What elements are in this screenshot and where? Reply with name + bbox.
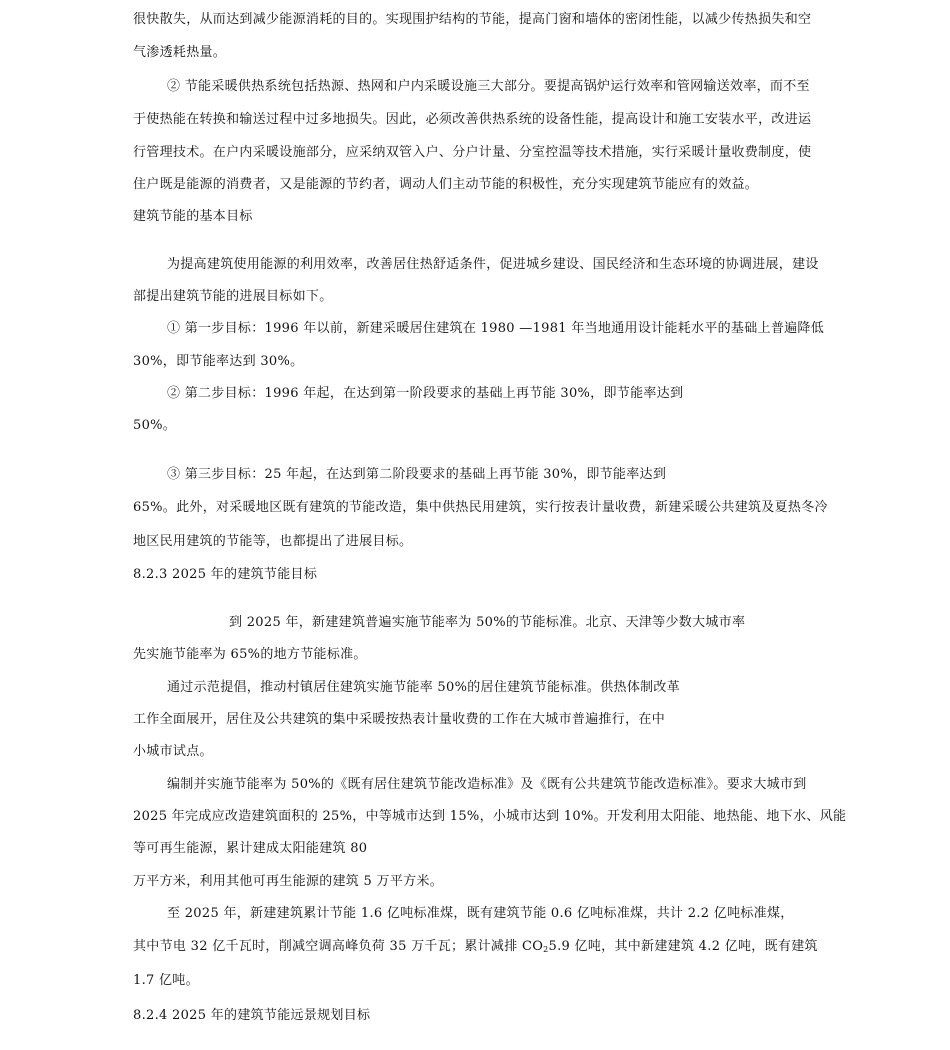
- line-part: 其中节电 32 亿千瓦时，削减空调高峰负荷 35 万千瓦；累计减排 CO: [133, 939, 544, 954]
- paragraph-line: 住户既是能源的消费者，又是能源的节约者，调动人们主动节能的积极性，充分实现建筑节能应有的效益。: [133, 177, 759, 192]
- paragraph-line: 气渗透耗热量。: [133, 45, 227, 60]
- line-part: 5.9 亿吨，其中新建建筑 4.2 亿吨，既有建筑: [548, 939, 818, 954]
- paragraph-line: ② 节能采暖供热系统包括热源、热网和户内采暖设施三大部分。要提高锅炉运行效率和管网输送效率，而不至: [167, 79, 810, 94]
- paragraph-line: 于使热能在转换和输送过程中过多地损失。因此，必须改善供热系统的设备性能，提高设计和施工安装水平，改进运: [133, 112, 812, 127]
- paragraph-line: 工作全面展开，居住及公共建筑的集中采暖按热表计量收费的工作在大城市普遍推行，在中: [133, 712, 666, 727]
- paragraph-line: 1.7 亿吨。: [133, 973, 199, 988]
- paragraph-line: 行管理技术。在户内采暖设施部分，应采纳双管入户、分户计量、分室控温等技术措施，实行采暖计量收费制度，使: [133, 145, 812, 160]
- paragraph-line: ② 第二步目标：1996 年起，在达到第一阶段要求的基础上再节能 30%，即节能率达到: [167, 386, 684, 401]
- paragraph-line: 50%。: [133, 418, 177, 433]
- paragraph-line: 通过示范提倡，推动村镇居住建筑实施节能率 50%的居住建筑节能标准。供热体制改革: [167, 680, 681, 695]
- section-heading: 8.2.3 2025 年的建筑节能目标: [133, 567, 318, 582]
- paragraph-line: 编制并实施节能率为 50%的《既有居住建筑节能改造标准》及《既有公共建筑节能改造标准》。要求大城市到: [167, 777, 807, 792]
- paragraph-line: 地区民用建筑的节能等，也都提出了进展目标。: [133, 534, 413, 549]
- paragraph-line: 到 2025 年，新建建筑普遍实施节能率为 50%的节能标准。北京、天津等少数大城市率: [229, 615, 746, 630]
- paragraph-line: 部提出建筑节能的进展目标如下。: [133, 289, 333, 304]
- paragraph-line: 30%，即节能率达到 30%。: [133, 354, 304, 369]
- paragraph-line: 万平方米，利用其他可再生能源的建筑 5 万平方米。: [133, 874, 444, 889]
- paragraph-line: 小城市试点。: [133, 744, 213, 759]
- paragraph-line: 先实施节能率为 65%的地方节能标准。: [133, 647, 367, 662]
- section-heading: 建筑节能的基本目标: [133, 209, 253, 224]
- paragraph-line: 65%。此外，对采暖地区既有建筑的节能改造，集中供热民用建筑，实行按表计量收费，新建采暖公共建筑及夏热冬冷: [133, 500, 828, 515]
- paragraph-line: 很快散失，从而达到减少能源消耗的目的。实现围护结构的节能，提高门窗和墙体的密闭性能，以减少传热损失和空: [133, 12, 812, 27]
- subscript: 2: [543, 945, 549, 954]
- paragraph-line: [133, 938, 818, 959]
- paragraph-line: 至 2025 年，新建建筑累计节能 1.6 亿吨标准煤，既有建筑节能 0.6 亿吨标准煤，共计 2.2 亿吨标准煤，: [167, 906, 794, 921]
- paragraph-line: ③ 第三步目标：25 年起，在达到第二阶段要求的基础上再节能 30%，即节能率达到: [167, 467, 667, 482]
- section-heading: 8.2.4 2025 年的建筑节能远景规划目标: [133, 1008, 371, 1023]
- paragraph-line: 为提高建筑使用能源的利用效率，改善居住热舒适条件，促进城乡建设、国民经济和生态环境的协调进展，建设: [167, 257, 819, 272]
- paragraph-line: ① 第一步目标：1996 年以前，新建采暖居住建筑在 1980 —1981 年当地通用设计能耗水平的基础上普遍降低: [167, 321, 825, 336]
- paragraph-line: 等可再生能源，累计建成太阳能建筑 80: [133, 841, 368, 856]
- paragraph-line: 2025 年完成应改造建筑面积的 25%，中等城市达到 15%，小城市达到 10%。开发利用太阳能、地热能、地下水、风能: [133, 809, 847, 824]
